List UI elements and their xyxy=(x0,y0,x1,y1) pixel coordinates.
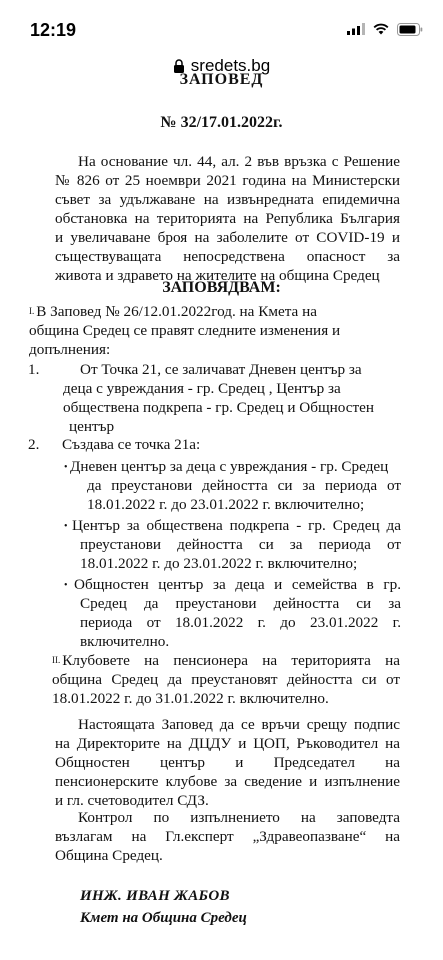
handover-line: и гл. счетоводител СДЗ. xyxy=(55,792,209,809)
intro-line: обстановка на територията на Република България xyxy=(55,210,400,227)
intro-line: съвет за удължаване на извънредната епидемична xyxy=(55,191,400,208)
item-2-text: Създава се точка 21а: xyxy=(62,436,201,453)
handover-line: Настоящата Заповед да се връчи срещу подпис xyxy=(78,716,400,733)
control-line: Община Средец. xyxy=(55,847,163,864)
status-icons xyxy=(347,22,423,36)
section-ii-line: община Средец да преустановят дейността си от xyxy=(52,671,400,688)
bullet-line: да преустанови дейността си за периода от xyxy=(87,477,401,494)
section-ii-line: 18.01.2022 г. до 31.01.2022 г. включително. xyxy=(52,690,329,707)
bullet-line: преустанови дейността си за периода от xyxy=(80,536,401,553)
bullet-line: Средец да преустанови дейността си за xyxy=(80,595,401,612)
section-ii-line: II. Клубовете на пенсионера на територията на xyxy=(52,652,400,669)
bullet-marker: • xyxy=(64,580,68,591)
status-bar xyxy=(0,0,443,50)
intro-paragraph-body xyxy=(55,171,400,285)
handover-line: на Директорите на ДЦДУ и ЦОП, Ръководител на xyxy=(55,735,400,752)
section-ii xyxy=(52,651,400,708)
intro-line: № 826 от 25 ноември 2021 година на Министерски xyxy=(55,172,400,189)
bullet-line: Общностен център за деца и семейства в гр. xyxy=(74,576,401,593)
bullet-item-body xyxy=(80,594,401,651)
bullet-line: Център за обществена подкрепа - гр. Средец да xyxy=(72,517,401,534)
status-time: 12:19 xyxy=(30,20,77,40)
item-1-line: център xyxy=(69,418,115,435)
bullet-marker: • xyxy=(64,462,68,473)
signer-name: ИНЖ. ИВАН ЖАБОВ xyxy=(80,888,230,904)
battery-icon xyxy=(397,23,423,36)
control-paragraph-body xyxy=(55,827,400,865)
bullet-item xyxy=(70,457,401,476)
bullet-item xyxy=(74,575,401,594)
bullet-line: периода от 18.01.2022 г. до 23.01.2022 г. xyxy=(80,614,401,631)
url-text: sredets.bg xyxy=(190,56,271,75)
document-heading-cut: ЗАПОВЕД xyxy=(179,71,264,88)
intro-line: и увеличаване броя на заболелите от COVID-19 и xyxy=(55,229,400,246)
signer-title: Кмет на Община Средец xyxy=(80,910,247,926)
handover-line: Общностен център и Председател на xyxy=(55,754,400,771)
bullet-line: 18.01.2022 г. до 23.01.2022 г. включително; xyxy=(87,496,365,513)
bullet-item-body xyxy=(87,476,401,514)
handover-line: пенсионерските клубове за сведение и изпълнение xyxy=(55,773,400,790)
handover-paragraph xyxy=(78,715,400,734)
bullet-line: включително. xyxy=(80,633,170,650)
wifi-icon xyxy=(373,23,389,35)
item-1-line: обществена подкрепа - гр. Средец и Общностен xyxy=(63,399,374,416)
section-ii-marker: II. xyxy=(52,655,61,665)
section-i xyxy=(29,302,349,359)
section-i-line: община Средец се правят следните изменения и xyxy=(29,322,341,339)
bullet-marker: • xyxy=(64,521,68,532)
document-page xyxy=(0,71,443,960)
item-1-marker: 1. xyxy=(28,361,40,378)
control-line: Контрол по изпълнението на заповедта xyxy=(78,809,400,826)
section-i-marker: I. xyxy=(29,306,35,316)
item-2-marker: 2. xyxy=(28,436,40,453)
bullet-item xyxy=(72,516,401,535)
item-1-line: От Точка 21, се заличават Дневен център за xyxy=(80,361,362,378)
order-heading: ЗАПОВЯДВАМ: xyxy=(162,279,281,296)
item-1-body xyxy=(63,379,383,436)
signal-bars-icon xyxy=(347,23,365,35)
item-1-line: деца с увреждания - гр. Средец , Център за xyxy=(63,380,341,397)
handover-paragraph-body xyxy=(55,734,400,810)
item-1 xyxy=(80,360,380,379)
section-i-line: I. В Заповед № 26/12.01.2022год. на Кмета на xyxy=(29,303,317,320)
intro-line: На основание чл. 44, ал. 2 във връзка с Решение xyxy=(78,153,400,170)
order-number: № 32/17.01.2022г. xyxy=(160,114,283,131)
intro-line: съществуващата непосредствена опасност за xyxy=(55,248,400,265)
intro-paragraph xyxy=(78,152,400,171)
bullet-item-body xyxy=(80,535,401,573)
intro-line: живота и здравето на жителите на община Средец xyxy=(55,267,380,284)
control-line: възлагам на Гл.експерт „Здравеопазване“ на xyxy=(55,828,400,845)
bullet-line: Дневен център за деца с увреждания - гр. Средец xyxy=(70,458,389,475)
bullet-line: 18.01.2022 г. до 23.01.2022 г. включително; xyxy=(80,555,358,572)
section-i-line: допълнения: xyxy=(29,341,111,358)
control-paragraph xyxy=(78,808,400,827)
